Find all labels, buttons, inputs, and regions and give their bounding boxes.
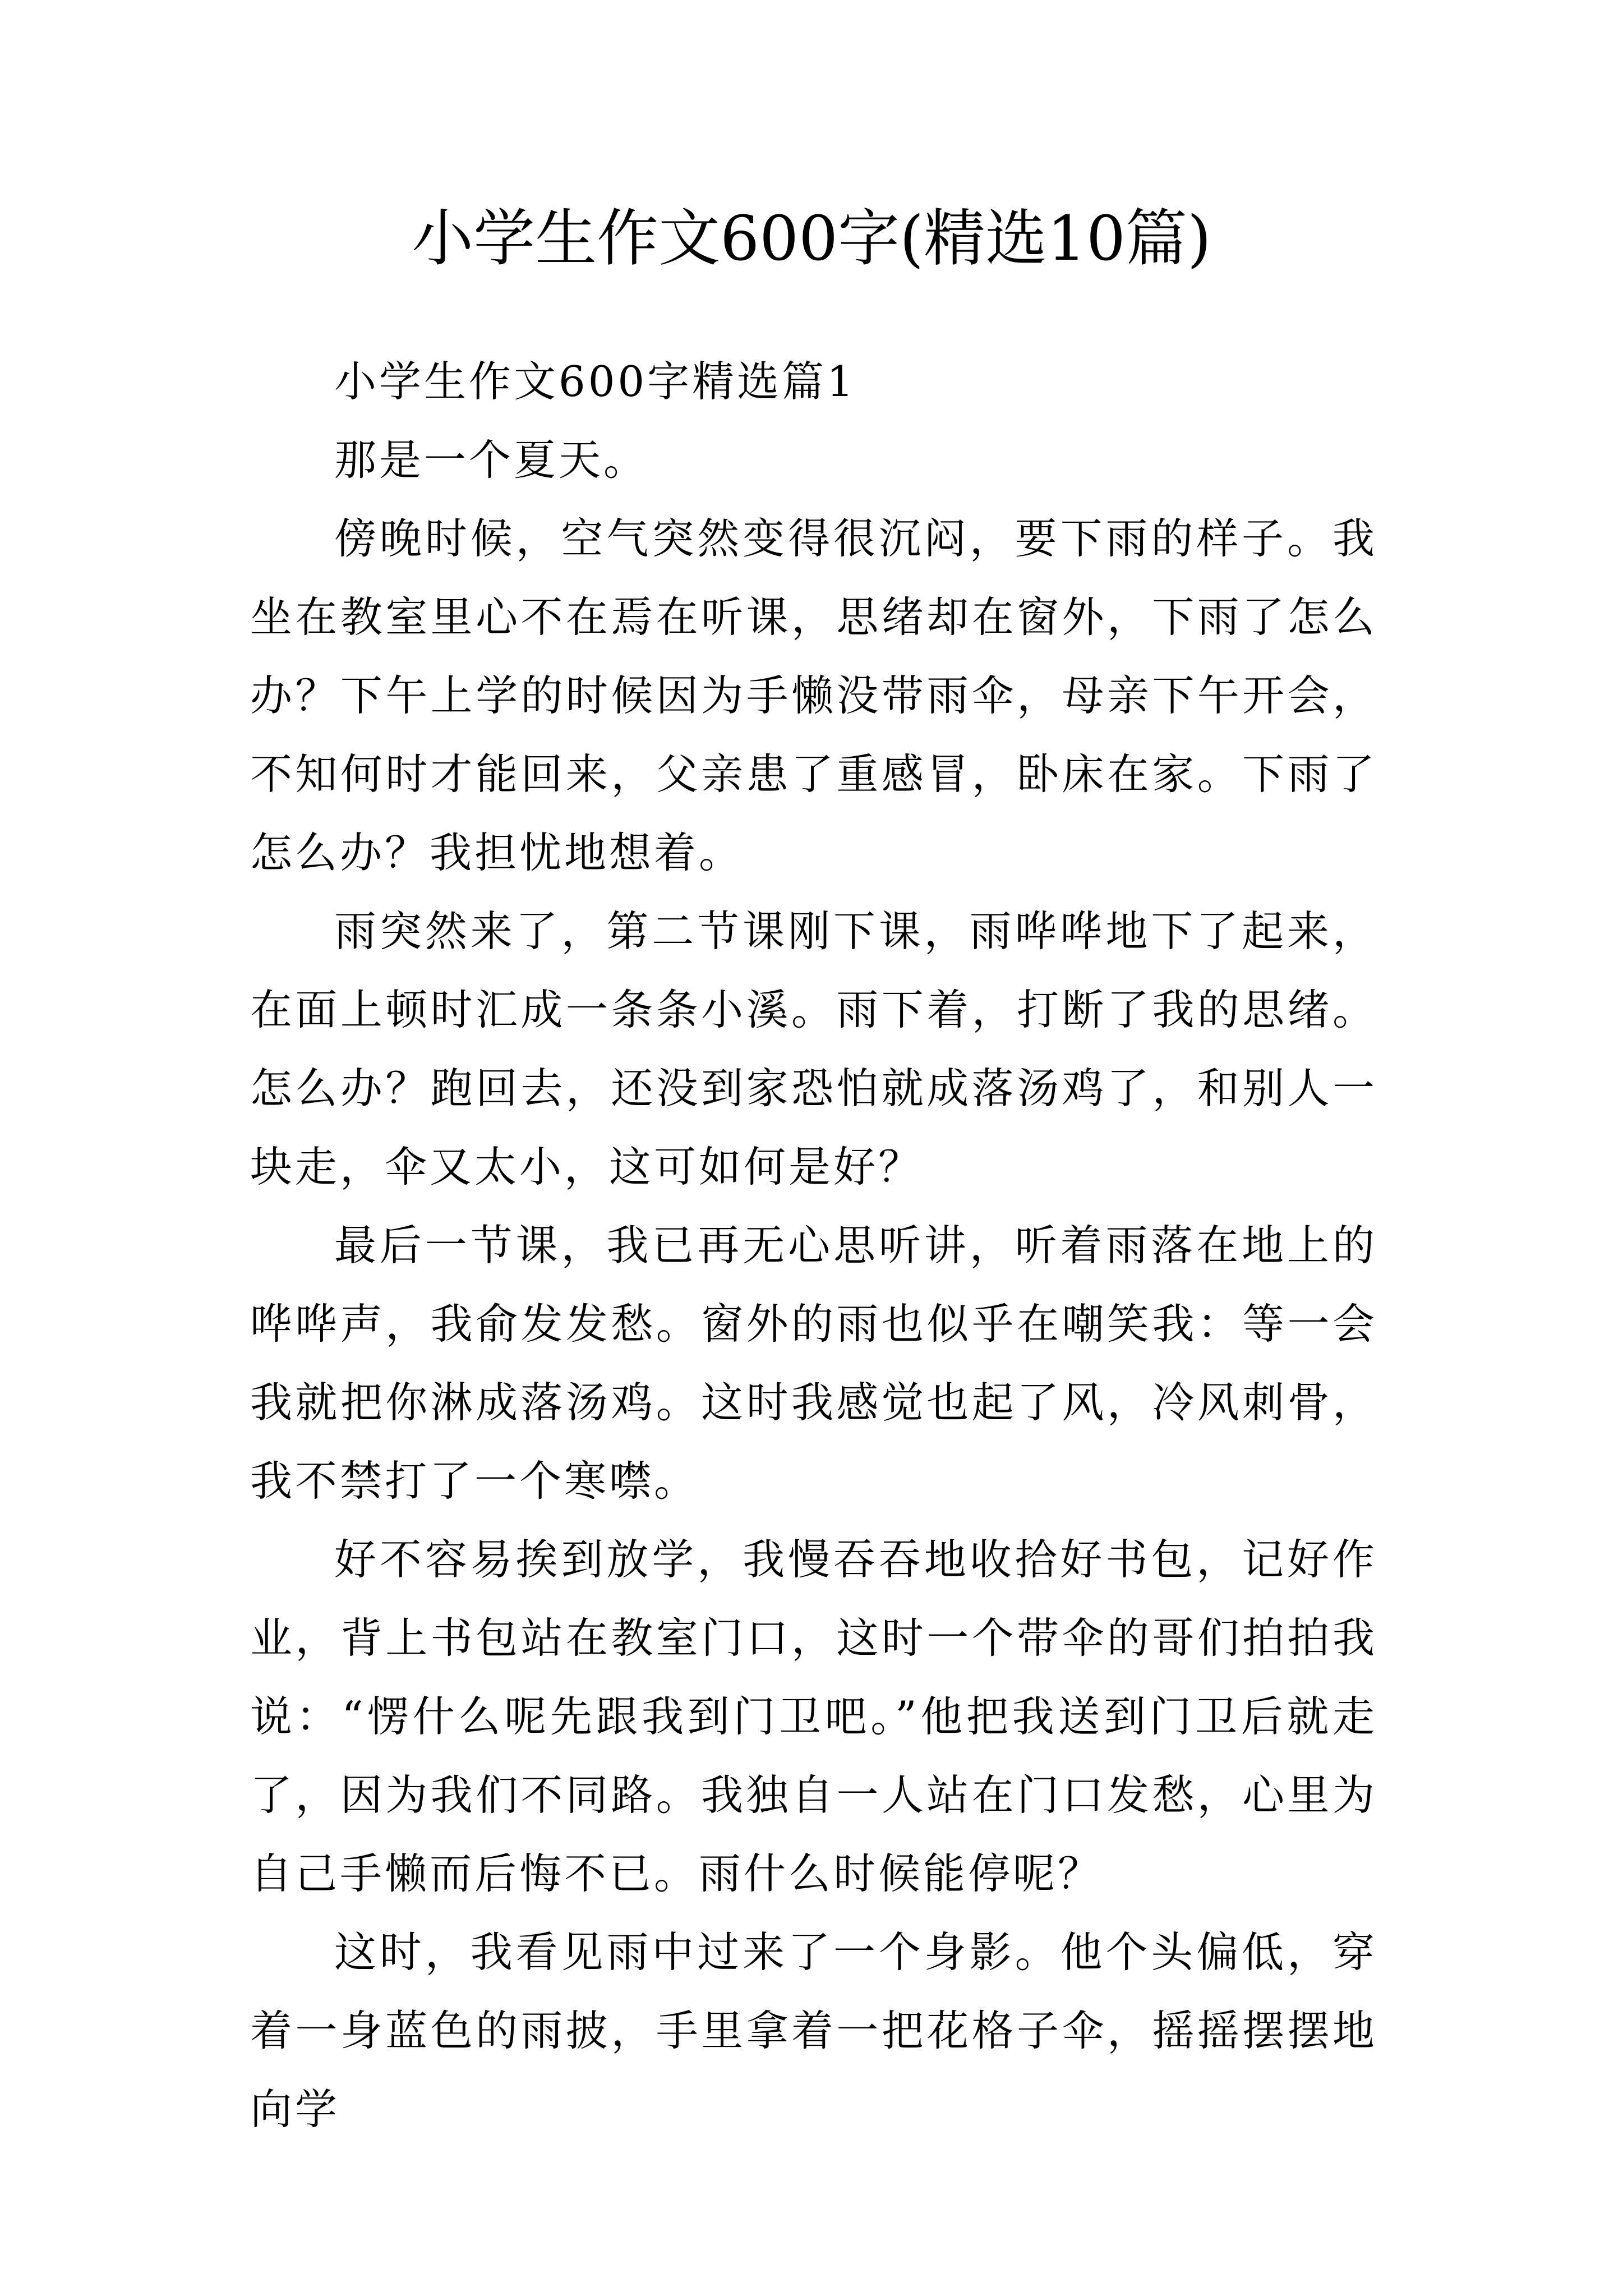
paragraph: 好不容易挨到放学，我慢吞吞地收拾好书包，记好作业，背上书包站在教室门口，这时一个带伞的哥们拍拍我说：“愣什么呢先跟我到门卫吧。”他把我送到门卫后就走了，因为我们不同路。我独自一人站在门口发愁，心里为自己手懒而后悔不已。雨什么时候能停呢？	[250, 1535, 1377, 1898]
paragraph: 雨突然来了，第二节课刚下课，雨哗哗地下了起来，在面上顿时汇成一条条小溪。雨下着，打断了我的思绪。怎么办？跑回去，还没到家恐怕就成落汤鸡了，和别人一块走，伞又太小，这可如何是好？	[250, 907, 1377, 1191]
paragraph: 这时，我看见雨中过来了一个身影。他个头偏低，穿着一身蓝色的雨披，手里拿着一把花格子伞，摇摇摆摆地向学	[250, 1927, 1377, 2134]
section-heading: 小学生作文600字精选篇1	[334, 357, 856, 406]
paragraph: 最后一节课，我已再无心思听讲，听着雨落在地上的哗哗声，我俞发发愁。窗外的雨也似乎在嘲笑我：等一会我就把你淋成落汤鸡。这时我感觉也起了风，冷风刺骨，我不禁打了一个寒噤。	[250, 1221, 1377, 1506]
paragraph: 傍晚时候，空气突然变得很沉闷，要下雨的样子。我坐在教室里心不在焉在听课，思绪却在窗外，下雨了怎么办？下午上学的时候因为手懒没带雨伞，母亲下午开会，不知何时才能回来，父亲患了重感冒，卧床在家。下雨了怎么办？我担忧地想着。	[250, 514, 1377, 877]
document-title: 小学生作文600字(精选10篇)	[412, 203, 1211, 274]
document-body	[250, 342, 1377, 2148]
paragraph: 那是一个夏天。	[334, 435, 649, 485]
